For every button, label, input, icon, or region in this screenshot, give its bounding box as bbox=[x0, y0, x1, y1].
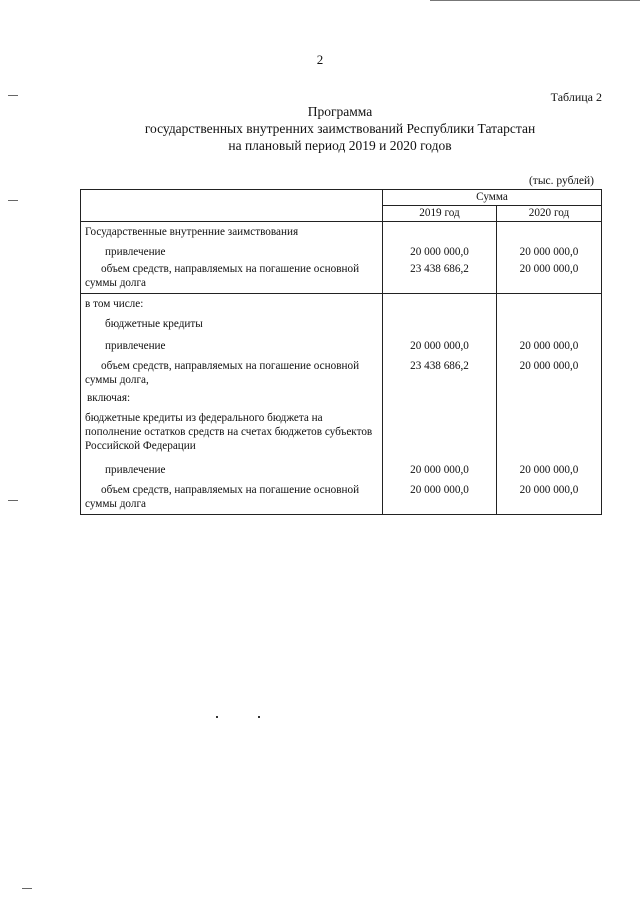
borrowings-table bbox=[80, 189, 602, 515]
header-year-2019: 2019 год bbox=[383, 206, 497, 222]
table-row: привлечение 20 000 000,0 20 000 000,0 bbox=[81, 331, 602, 353]
scan-speck bbox=[258, 716, 260, 718]
table-row: Государственные внутренние заимствования bbox=[81, 222, 602, 240]
scan-edge-line bbox=[430, 0, 640, 1]
table-row: привлечение 20 000 000,0 20 000 000,0 bbox=[81, 453, 602, 477]
header-year-2020: 2020 год bbox=[497, 206, 602, 222]
table-row: включая: bbox=[81, 387, 602, 405]
title-line: Программа bbox=[307, 104, 373, 119]
title-line: на плановый период 2019 и 2020 годов bbox=[228, 138, 452, 153]
document-title bbox=[0, 103, 640, 154]
scan-speck bbox=[216, 716, 218, 718]
title-line: государственных внутренних заимствований Республики Татарстан bbox=[144, 121, 536, 136]
table-row: бюджетные кредиты из федерального бюджета на пополнение остатков средств на счетах бюджетов субъектов Российской Федерации bbox=[81, 405, 602, 453]
unit-label: (тыс. рублей) bbox=[528, 175, 594, 187]
scan-edge-mark bbox=[8, 500, 18, 501]
table-row: объем средств, направляемых на погашение основной суммы долга, 23 438 686,2 20 000 000,0 bbox=[81, 353, 602, 387]
table-row: объем средств, направляемых на погашение основной суммы долга 20 000 000,0 20 000 000,0 bbox=[81, 477, 602, 515]
scan-edge-mark bbox=[8, 95, 18, 96]
header-sum: Сумма bbox=[383, 190, 602, 206]
table-row: бюджетные кредиты bbox=[81, 311, 602, 331]
table-row: объем средств, направляемых на погашение основной суммы долга 23 438 686,2 20 000 000,0 bbox=[81, 259, 602, 294]
table-row: привлечение 20 000 000,0 20 000 000,0 bbox=[81, 239, 602, 259]
scan-edge-mark bbox=[22, 888, 32, 889]
table-label: Таблица 2 bbox=[550, 90, 602, 104]
table-row: в том числе: bbox=[81, 294, 602, 312]
header-empty-cell bbox=[81, 190, 383, 222]
page-number: 2 bbox=[316, 52, 324, 67]
scan-edge-mark bbox=[8, 200, 18, 201]
